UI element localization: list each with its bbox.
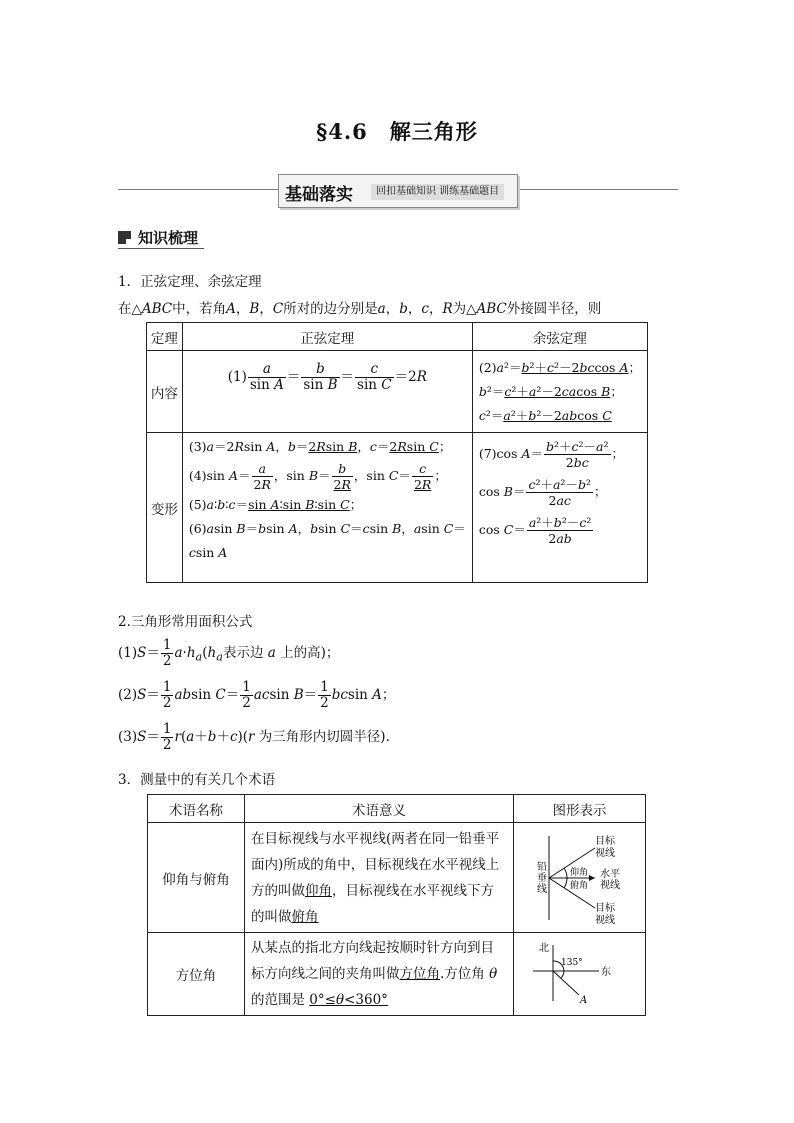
figure-bearing [514,933,646,1016]
svg-text:135°: 135° [560,958,583,968]
s1-intro: 在△ABC中，若角A，B，C所对的边分别是a，b，c，R为△ABC外接圆半径，则 [118,301,602,317]
svg-text:视线: 视线 [594,914,615,926]
th-term-meaning: 术语意义 [245,795,514,823]
terms-table [147,794,646,1016]
section-underline [118,248,204,249]
area-formula-1: (1)S＝ $\frac{1}{2}$ $a\cdot h_a(h_a$表示边 a 上的高)； [118,637,340,669]
square-icon [118,231,131,244]
section-heading-text: 知识梳理 [138,229,199,247]
s3-heading: 3．测量中的有关几个术语 [118,772,276,788]
divider-right [518,189,678,190]
svg-text:目标: 目标 [594,835,615,847]
svg-text:视线: 视线 [594,847,615,859]
cosine-content: (2)a²＝b²＋c²－2bccos A； b²＝c²＋a²－2cacos B； c²＝a²＋b²－2abcos C [472,351,647,433]
sine-content: (1) $\frac{a}{\text{sin A}}$ ＝ $\frac{b}{\text{sin B}}$ ＝ $\frac{c}{\text{sin C}}$ ＝2R [182,351,472,433]
th-theorem: 定理 [147,323,183,351]
area-formula-2: (2)S＝ $\frac{1}{2}$ absin C＝ $\frac{1}{2}$ acsin B＝ $\frac{1}{2}$ bcsin A； [118,679,396,711]
svg-text:水平: 水平 [599,868,620,880]
term-elevation-meaning: 在目标视线与水平视线(两者在同一铅垂平 面内)所成的角中，目标视线在水平视线上 方的叫做仰角，目标视线在水平视线下方 的叫做俯角 [245,823,514,933]
cosine-variants: (7)cos A＝ $\frac{\text{b²＋c²－a²}}{2bc}$ ； cos B＝ $\frac{\text{c²＋a²－b²}}{2ac}$ ； cos C＝ $\frac{\text{a²＋b²－c²}}{2ab}$ [472,433,647,583]
svg-text:俯角: 俯角 [569,880,588,891]
figure-elevation [514,823,646,933]
th-cosine: 余弦定理 [472,323,647,351]
elevation-diagram [515,828,645,928]
th-sine: 正弦定理 [182,323,472,351]
term-elevation-name: 仰角与俯角 [148,823,245,933]
term-bearing-meaning: 从某点的指北方向线起按顺时针方向到目 标方向线之间的夹角叫做方位角.方位角 θ 的范围是 0°≤θ<360° [245,933,514,1016]
page-title: §4.6 解三角形 [316,119,478,144]
term-bearing-name: 方位角 [148,933,245,1016]
s2-heading: 2.三角形常用面积公式 [118,614,253,630]
section-banner [278,174,518,208]
row-content-label: 内容 [147,351,183,433]
divider-left [118,189,278,190]
svg-text:北: 北 [538,943,549,954]
row-variant-label: 变形 [147,433,183,583]
sine-variants: (3)a＝2Rsin A，b＝2Rsin B，c＝2Rsin C； (4)sin A＝ $\frac{a}{2R}$ ，sin B＝ $\frac{b}{2R}$ ，sin C＝ $\frac{c}{2R}$ ； (5)a∶b∶c＝sin A∶sin B∶sin C； (6)asin B＝bsin A，bsin C＝csin B，asin C＝ csin A [182,433,472,583]
plumb-label: 铅垂线 [536,861,547,895]
banner-title: 基础落实 [285,185,353,205]
svg-text:目标: 目标 [594,902,615,914]
banner-subtitle: 回扣基础知识 训练基础题目 [371,184,504,200]
s1-heading: 1．正弦定理、余弦定理 [118,274,262,290]
svg-text:仰角: 仰角 [569,867,588,878]
th-term-name: 术语名称 [148,795,245,823]
th-term-figure: 图形表示 [514,795,646,823]
svg-text:视线: 视线 [599,879,620,891]
svg-text:东: 东 [600,967,611,978]
area-formula-3: (3)S＝ $\frac{1}{2}$ r(a＋b＋c)(r 为三角形内切圆半径)． [118,721,400,753]
bearing-diagram [525,939,635,1009]
svg-text:A: A [579,995,587,1006]
theorem-table [146,322,648,583]
